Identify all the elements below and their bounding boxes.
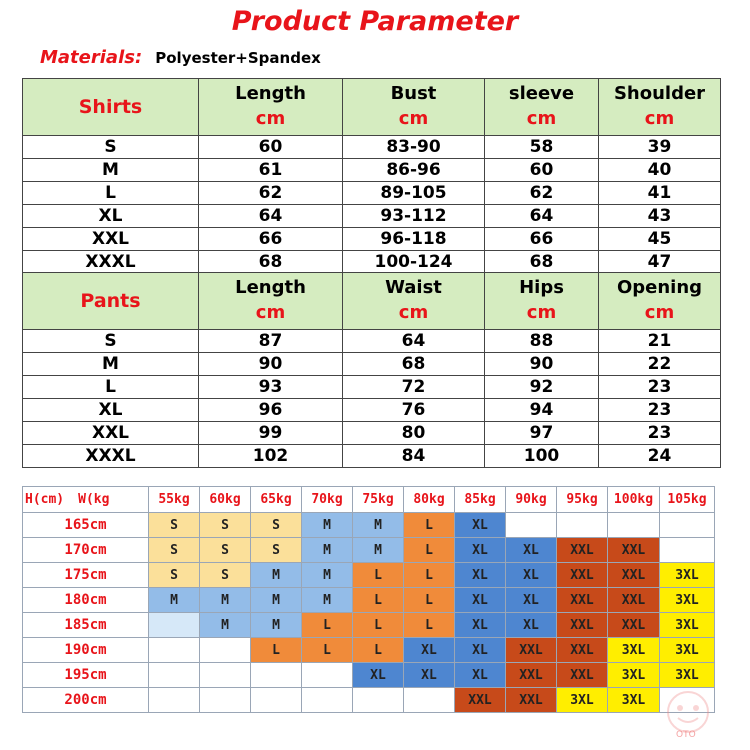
fit-cell: XL [506,613,557,638]
size-label: XL [23,205,199,228]
height-axis-label: H(cm) [25,492,65,507]
table-cell: 72 [343,376,485,399]
table-cell: 93-112 [343,205,485,228]
size-label: M [23,353,199,376]
fit-cell: L [404,513,455,538]
fit-cell [608,513,660,538]
fit-cell: S [149,563,200,588]
fit-cell [200,688,251,713]
table-cell: 90 [199,353,343,376]
weight-header: 65kg [251,487,302,513]
fit-row [23,638,715,663]
height-label: 200cm [23,688,149,713]
fit-cell: L [353,638,404,663]
fit-header-row [23,487,715,513]
weight-axis-label: W(kg [78,492,110,507]
table-row [23,251,721,274]
table-cell: 47 [599,251,721,274]
shirts-column-header [485,79,599,136]
table-row [23,182,721,205]
height-label: 175cm [23,563,149,588]
shirts-column-header [343,79,485,136]
column-name: Waist [385,277,442,298]
fit-cell [251,688,302,713]
fit-cell: XXL [557,563,608,588]
table-cell: 100 [485,445,599,468]
fit-cell: M [200,588,251,613]
table-row [23,445,721,468]
table-cell: 61 [199,159,343,182]
size-label: XL [23,399,199,422]
column-name: Shoulder [613,83,706,104]
fit-cell: M [251,613,302,638]
pants-header-row [23,273,721,330]
fit-cell [200,638,251,663]
column-name: Hips [519,277,564,298]
table-cell: 87 [199,330,343,353]
fit-cell: XXL [608,563,660,588]
column-name: Opening [616,277,703,298]
fit-cell [149,663,200,688]
size-label: L [23,182,199,205]
table-cell: 64 [485,205,599,228]
table-cell: 93 [199,376,343,399]
height-label: 185cm [23,613,149,638]
table-cell: 100-124 [343,251,485,274]
weight-header: 100kg [608,487,660,513]
column-name: Bust [390,83,437,104]
weight-header: 75kg [353,487,404,513]
fit-row [23,588,715,613]
table-cell: 96-118 [343,228,485,251]
table-cell: 45 [599,228,721,251]
fit-cell: M [302,538,353,563]
shirts-group-label: Shirts [23,79,199,136]
fit-cell [251,663,302,688]
fit-cell: XL [506,588,557,613]
weight-header: 105kg [660,487,715,513]
weight-header: 85kg [455,487,506,513]
column-unit: cm [398,302,429,323]
fit-cell: XXL [608,588,660,613]
table-cell: 96 [199,399,343,422]
fit-cell: M [302,563,353,588]
table-cell: 23 [599,399,721,422]
fit-cell: L [404,588,455,613]
fit-cell: M [353,513,404,538]
weight-header: 60kg [200,487,251,513]
shirts-size-table [22,78,721,274]
fit-row [23,613,715,638]
fit-row [23,538,715,563]
pants-column-header [199,273,343,330]
height-label: 180cm [23,588,149,613]
fit-cell: XL [353,663,404,688]
table-cell: 83-90 [343,136,485,159]
fit-cell: L [404,613,455,638]
table-cell: 86-96 [343,159,485,182]
table-cell: 99 [199,422,343,445]
fit-cell: XL [455,663,506,688]
table-cell: 66 [199,228,343,251]
table-row [23,159,721,182]
fit-row [23,563,715,588]
table-cell: 102 [199,445,343,468]
fit-cell: XXL [608,538,660,563]
fit-cell [660,513,715,538]
table-cell: 68 [485,251,599,274]
fit-cell: XL [506,538,557,563]
table-cell: 62 [199,182,343,205]
height-label: 170cm [23,538,149,563]
table-cell: 21 [599,330,721,353]
fit-cell: 3XL [608,638,660,663]
fit-cell [149,638,200,663]
column-unit: cm [255,108,286,129]
fit-cell: XXL [608,613,660,638]
fit-cell [557,513,608,538]
weight-header: 55kg [149,487,200,513]
table-cell: 90 [485,353,599,376]
fit-cell: 3XL [660,563,715,588]
size-label: XXXL [23,251,199,274]
table-row [23,330,721,353]
fit-row [23,663,715,688]
fit-row [23,513,715,538]
fit-cell: 3XL [608,688,660,713]
fit-cell: S [200,538,251,563]
fit-cell: XXL [506,663,557,688]
fit-cell [353,688,404,713]
fit-cell: M [251,588,302,613]
fit-cell: M [251,563,302,588]
pants-size-table [22,272,721,468]
table-row [23,228,721,251]
shirts-header-row [23,79,721,136]
table-cell: 92 [485,376,599,399]
fit-row [23,688,715,713]
fit-cell: XL [506,563,557,588]
fit-cell: XXL [557,538,608,563]
fit-cell: 3XL [660,588,715,613]
column-unit: cm [644,302,675,323]
column-name: Length [235,277,306,298]
table-cell: 76 [343,399,485,422]
fit-cell: 3XL [608,663,660,688]
weight-header: 95kg [557,487,608,513]
fit-cell [149,688,200,713]
weight-header: 90kg [506,487,557,513]
table-cell: 39 [599,136,721,159]
fit-cell [506,513,557,538]
table-row [23,205,721,228]
fit-cell [302,663,353,688]
table-row [23,376,721,399]
fit-cell: XL [455,588,506,613]
table-row [23,353,721,376]
table-cell: 24 [599,445,721,468]
fit-cell: S [149,538,200,563]
size-label: S [23,136,199,159]
size-label: XXXL [23,445,199,468]
fit-cell: M [353,538,404,563]
column-unit: cm [398,108,429,129]
fit-cell: XL [455,538,506,563]
table-cell: 89-105 [343,182,485,205]
materials-label: Materials: [40,47,143,68]
pants-column-header [485,273,599,330]
fit-cell: XXL [455,688,506,713]
table-cell: 68 [343,353,485,376]
page-title: Product Parameter [231,6,519,37]
fit-cell: XXL [557,663,608,688]
table-cell: 97 [485,422,599,445]
fit-cell [404,688,455,713]
column-name: Length [235,83,306,104]
table-cell: 40 [599,159,721,182]
size-label: L [23,376,199,399]
materials-line [40,46,321,70]
fit-cell: L [353,563,404,588]
table-cell: 60 [199,136,343,159]
column-unit: cm [644,108,675,129]
column-unit: cm [255,302,286,323]
fit-cell [149,613,200,638]
column-unit: cm [526,302,557,323]
table-row [23,422,721,445]
table-cell: 94 [485,399,599,422]
fit-cell: XL [455,613,506,638]
fit-cell: 3XL [660,638,715,663]
shirts-column-header [199,79,343,136]
fit-cell: S [200,513,251,538]
materials-value: Polyester+Spandex [155,49,321,67]
fit-corner [23,487,149,513]
table-cell: 62 [485,182,599,205]
fit-cell: XXL [557,638,608,663]
table-cell: 68 [199,251,343,274]
fit-cell: S [251,513,302,538]
fit-cell: S [200,563,251,588]
column-name: sleeve [508,83,575,104]
fit-cell: XL [455,638,506,663]
fit-cell: XL [404,638,455,663]
table-cell: 84 [343,445,485,468]
shirts-column-header [599,79,721,136]
table-cell: 64 [343,330,485,353]
size-label: XXL [23,228,199,251]
fit-cell: XXL [506,688,557,713]
fit-cell: 3XL [660,613,715,638]
fit-cell [660,538,715,563]
fit-cell: XXL [557,588,608,613]
table-cell: 66 [485,228,599,251]
fit-cell: XL [455,513,506,538]
table-cell: 58 [485,136,599,159]
fit-cell: XL [455,563,506,588]
fit-cell: L [353,588,404,613]
fit-cell: S [149,513,200,538]
height-label: 190cm [23,638,149,663]
fit-cell: M [302,513,353,538]
fit-cell [200,663,251,688]
table-cell: 22 [599,353,721,376]
pants-column-header [343,273,485,330]
watermark-text: OTO [676,730,696,740]
fit-cell: M [149,588,200,613]
fit-cell [302,688,353,713]
fit-cell: L [404,563,455,588]
fit-cell: M [302,588,353,613]
height-label: 165cm [23,513,149,538]
table-cell: 88 [485,330,599,353]
table-cell: 43 [599,205,721,228]
table-cell: 23 [599,422,721,445]
size-label: M [23,159,199,182]
fit-cell: 3XL [557,688,608,713]
size-label: S [23,330,199,353]
fit-cell: XXL [557,613,608,638]
fit-cell: L [302,638,353,663]
height-weight-fit-chart [22,486,715,713]
weight-header: 70kg [302,487,353,513]
fit-cell: L [404,538,455,563]
table-cell: 23 [599,376,721,399]
fit-cell: L [251,638,302,663]
column-unit: cm [526,108,557,129]
table-cell: 80 [343,422,485,445]
fit-cell: L [353,613,404,638]
fit-cell: L [302,613,353,638]
table-cell: 41 [599,182,721,205]
table-row [23,399,721,422]
fit-cell: XXL [506,638,557,663]
fit-cell: 3XL [660,663,715,688]
table-row [23,136,721,159]
fit-cell: M [200,613,251,638]
weight-header: 80kg [404,487,455,513]
pants-column-header [599,273,721,330]
fit-cell: S [251,538,302,563]
table-cell: 60 [485,159,599,182]
pants-group-label: Pants [23,273,199,330]
table-cell: 64 [199,205,343,228]
fit-cell: XL [404,663,455,688]
height-label: 195cm [23,663,149,688]
size-label: XXL [23,422,199,445]
